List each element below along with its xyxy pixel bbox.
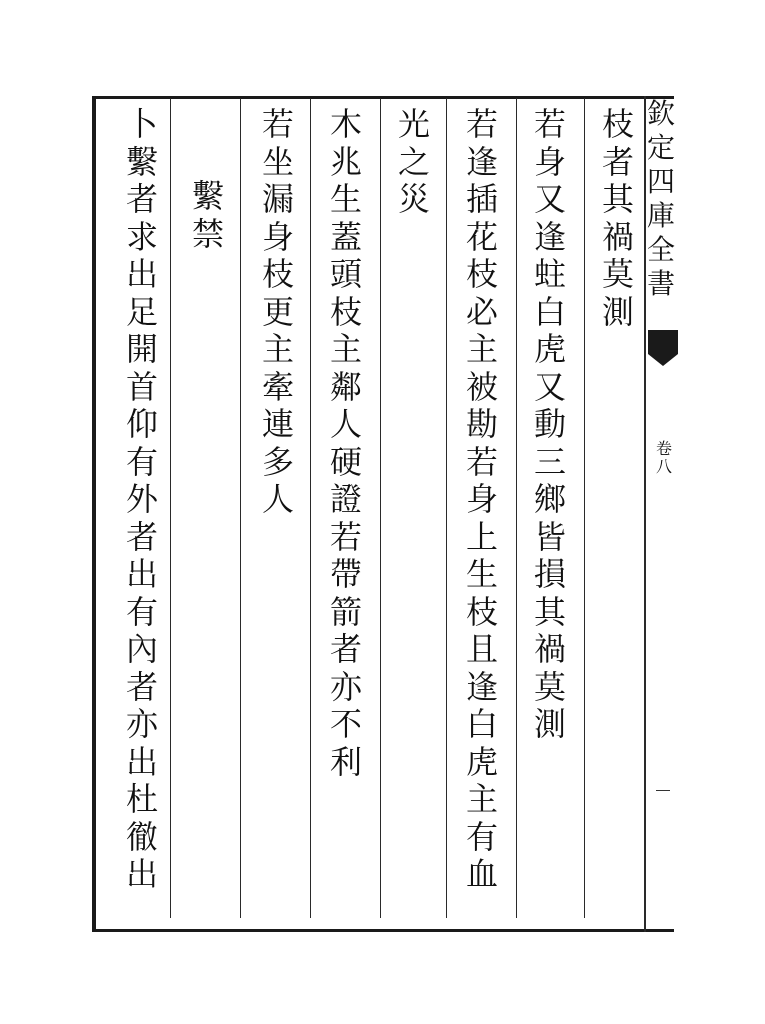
page-frame	[92, 96, 674, 932]
column-character: 必	[465, 292, 498, 331]
column-rule	[310, 98, 311, 918]
column-character: 身	[465, 480, 498, 518]
column-character: 兆	[329, 142, 362, 181]
column-character: 徹	[125, 817, 158, 856]
column-character: 者	[125, 667, 158, 706]
margin-character: 卷	[655, 439, 672, 458]
column-character: 利	[329, 742, 362, 781]
column-character: 有	[465, 817, 498, 856]
column-character: 鄉	[533, 480, 566, 518]
column-character: 不	[329, 705, 362, 743]
column-character: 者	[125, 517, 158, 556]
column-rule	[240, 98, 241, 918]
column-character: 內	[125, 630, 158, 668]
column-character: 者	[601, 142, 634, 181]
column-character: 蓋	[329, 217, 362, 256]
column-character: 災	[397, 180, 430, 218]
text-column-3	[458, 105, 506, 896]
column-character: 漏	[261, 180, 294, 218]
margin-tick	[656, 790, 670, 791]
column-character: 有	[125, 592, 158, 631]
column-character: 血	[465, 855, 498, 893]
column-character: 插	[465, 180, 498, 218]
column-character: 出	[125, 555, 158, 593]
column-character: 求	[125, 217, 158, 256]
column-character: 皆	[533, 517, 566, 556]
column-character: 花	[465, 217, 498, 256]
column-character: 損	[533, 555, 566, 593]
column-character: 白	[533, 292, 566, 331]
column-character: 頭	[329, 255, 362, 293]
column-character: 虎	[533, 330, 566, 368]
column-character: 卜	[125, 105, 158, 143]
column-character: 白	[465, 705, 498, 743]
column-character: 者	[125, 180, 158, 218]
column-character: 又	[533, 367, 566, 406]
column-character: 杜	[125, 780, 158, 818]
column-character: 主	[329, 330, 362, 368]
column-character: 若	[329, 517, 362, 556]
column-character: 勘	[465, 405, 498, 443]
column-character: 三	[533, 442, 566, 481]
column-character: 虎	[465, 742, 498, 781]
column-character: 箭	[329, 592, 362, 631]
column-character: 多	[261, 442, 294, 481]
column-character: 生	[329, 180, 362, 218]
text-column-1	[594, 105, 642, 333]
column-character: 逢	[465, 667, 498, 706]
margin-character: 八	[655, 457, 672, 476]
column-character: 出	[125, 255, 158, 293]
column-character: 被	[465, 367, 498, 406]
column-character: 繫	[191, 177, 224, 215]
column-character: 若	[465, 105, 498, 143]
column-character: 若	[465, 442, 498, 481]
column-character: 若	[261, 105, 294, 143]
column-character: 繫	[125, 142, 158, 181]
text-column-2	[526, 105, 574, 746]
column-character: 枝	[465, 592, 498, 631]
column-rule	[380, 98, 381, 918]
column-character: 坐	[261, 142, 294, 181]
column-character: 光	[397, 105, 430, 143]
column-character: 木	[329, 105, 362, 143]
column-character: 有	[125, 442, 158, 481]
column-rule	[516, 98, 517, 918]
column-character: 禍	[601, 217, 634, 256]
text-column-8	[118, 105, 166, 896]
column-character: 上	[465, 517, 498, 556]
column-character: 禍	[533, 630, 566, 668]
column-character: 其	[533, 592, 566, 631]
column-character: 身	[261, 217, 294, 256]
column-character: 出	[125, 855, 158, 893]
column-character: 禁	[191, 214, 224, 253]
column-character: 者	[329, 630, 362, 668]
column-character: 枝	[601, 105, 634, 143]
column-character: 枝	[465, 255, 498, 293]
column-character: 主	[465, 330, 498, 368]
column-character: 首	[125, 367, 158, 406]
column-character: 外	[125, 480, 158, 518]
column-character: 測	[533, 705, 566, 743]
column-character: 仰	[125, 405, 158, 443]
margin-character: 庫	[646, 199, 675, 232]
margin-character: 書	[646, 267, 675, 300]
column-character: 生	[465, 555, 498, 593]
margin-character: 欽	[646, 97, 675, 130]
margin-character: 四	[646, 165, 675, 198]
column-character: 身	[533, 142, 566, 181]
margin-character: 定	[646, 131, 675, 164]
column-character: 證	[329, 480, 362, 518]
column-character: 鄰	[329, 367, 362, 406]
section-heading	[184, 177, 232, 255]
column-character: 動	[533, 405, 566, 443]
column-character: 枝	[329, 292, 362, 331]
column-character: 亦	[125, 705, 158, 743]
column-character: 逢	[533, 217, 566, 256]
column-character: 亦	[329, 667, 362, 706]
text-column-6	[254, 105, 302, 521]
column-character: 連	[261, 405, 294, 443]
column-character: 足	[125, 292, 158, 331]
column-character: 若	[533, 105, 566, 143]
column-character: 帶	[329, 555, 362, 593]
column-character: 牽	[261, 367, 294, 406]
column-character: 出	[125, 742, 158, 781]
column-character: 蛀	[533, 255, 566, 293]
fish-tail-mark-icon	[648, 330, 678, 366]
column-character: 人	[329, 405, 362, 443]
column-character: 更	[261, 292, 294, 331]
column-rule	[170, 98, 171, 918]
column-character: 人	[261, 480, 294, 518]
margin-character: 全	[646, 233, 675, 266]
margin-title	[646, 97, 676, 304]
column-character: 主	[465, 780, 498, 818]
column-character: 枝	[261, 255, 294, 293]
column-character: 其	[601, 180, 634, 218]
column-rule	[446, 98, 447, 918]
column-character: 逢	[465, 142, 498, 181]
column-character: 且	[465, 630, 498, 668]
column-character: 主	[261, 330, 294, 368]
juan-number	[652, 440, 676, 476]
text-column-5	[322, 105, 370, 783]
column-character: 測	[601, 292, 634, 331]
column-character: 硬	[329, 442, 362, 481]
column-character: 又	[533, 180, 566, 218]
column-rule	[584, 98, 585, 918]
column-character: 莫	[601, 255, 634, 293]
column-character: 之	[397, 142, 430, 181]
column-character: 莫	[533, 667, 566, 706]
text-column-4	[390, 105, 438, 221]
column-character: 開	[125, 330, 158, 368]
